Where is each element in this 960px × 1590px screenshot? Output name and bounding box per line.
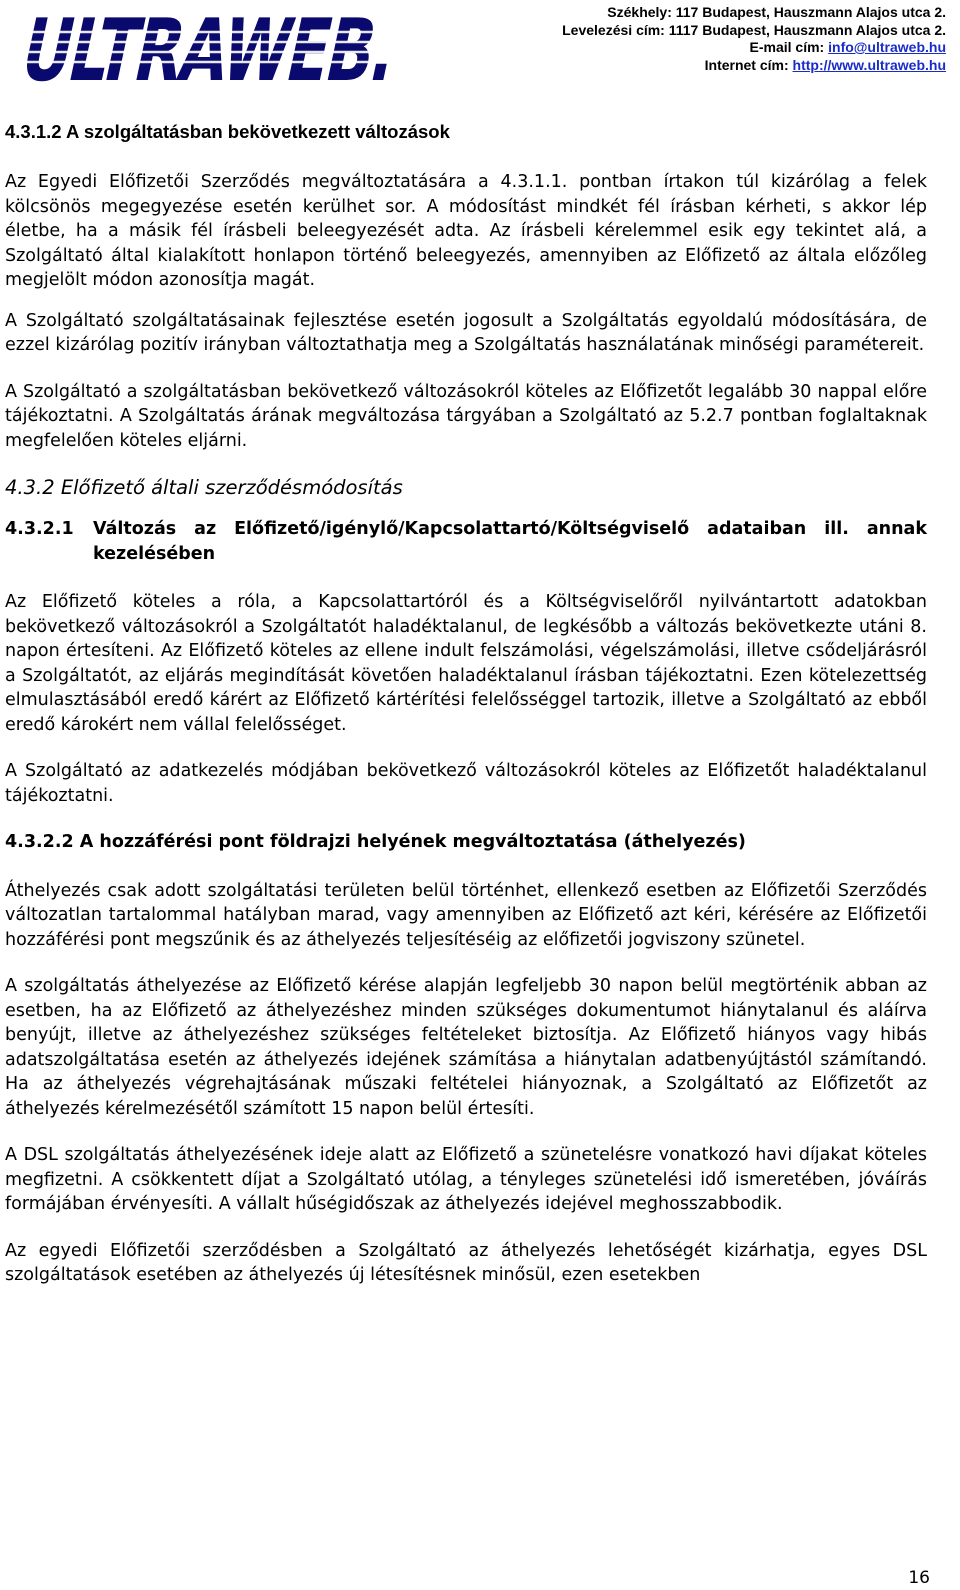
contact-block bbox=[562, 4, 946, 74]
svg-text:ULTRAWEB.: ULTRAWEB. bbox=[13, 0, 558, 101]
website-link[interactable]: http://www.ultraweb.hu bbox=[792, 56, 946, 73]
paragraph: A szolgáltatás áthelyezése az Előfizető kérése alapján legfeljebb 30 napon belül megtörténik abban az esetben, ha az Előfizető az áthelyezéshez minden szükséges dokumentumot hiánytalanul és aláírva benyújt, illetve az áthelyezéshez szükséges feltételeket biztosítja. Az Előfizető hiányos vagy hibás adatszolgáltatása esetén az áthelyezés idejének számítása a hiánytalan adatbenyújtástól számítandó. Ha az áthelyezés végrehajtásának műszaki feltételei hiányoznak, a Szolgáltató az Előfizetőt az áthelyezés kérelmezésétől számított 15 napon belül értesíti. bbox=[5, 976, 927, 1119]
contact-email-row bbox=[562, 39, 946, 57]
email-link[interactable]: info@ultraweb.hu bbox=[828, 39, 946, 55]
paragraph: A DSL szolgáltatás áthelyezésének ideje alatt az Előfizető a szünetelésre vonatkozó havi díjakat köteles megfizetni. A csökkentett díjat a Szolgáltató utólag, a tényleges szünetelési idő ismeretében, jóváírás formájában érvényesíti. A vállalt hűségidőszak az áthelyezés idejével meghosszabbodik. bbox=[5, 1145, 927, 1214]
contact-mailing-address: Levelezési cím: 1117 Budapest, Hauszmann Alajos utca 2. bbox=[562, 21, 946, 38]
section-title: Változás az Előfizető/igénylő/Kapcsolattartó/Költségviselő adataiban ill. annak kezelésében bbox=[93, 519, 927, 564]
paragraph: Az egyedi Előfizetői szerződésben a Szolgáltató az áthelyezés lehetőségét kizárhatja, egyes DSL szolgáltatások esetében az áthelyezés új létesítésnek minősül, ezen esetekben bbox=[5, 1240, 927, 1285]
section-number: 4.3.2.1 bbox=[5, 519, 74, 539]
paragraph: A Szolgáltató az adatkezelés módjában bekövetkező változásokról köteles az Előfizetőt haladéktalanul tájékoztatni. bbox=[5, 761, 927, 806]
contact-seat: Székhely: 117 Budapest, Hauszmann Alajos utca 2. bbox=[607, 4, 946, 20]
paragraph: A Szolgáltató a szolgáltatásban bekövetkező változásokról köteles az Előfizetőt legalább 30 nappal előre tájékoztatni. A Szolgáltatás árának megváltozása tárgyában a Szolgáltató az 5.2.7 pontban foglaltaknak megfelelően köteles eljárni. bbox=[5, 381, 927, 451]
paragraph: Az Előfizető köteles a róla, a Kapcsolattartóról és a Költségviselőről nyilvántartott adatokban bekövetkező változásokról a Szolgáltatót haladéktalanul, de legkésőbb a változás bekövetkezte utáni 8. napon értesíteni. Az Előfizető köteles az ellene indult felszámolási, végelszámolási, illetve csődeljárásról a Szolgáltatót, az eljárás megindítását követően haladéktalanul írásban tájékoztatni. Ezen kötelezettség elmulasztásából eredő kárért az Előfizető kártérítési felelősséggel tartozik, illetve a Szolgáltató az ebből eredő károkért nem vállal felelősséget. bbox=[5, 592, 927, 735]
paragraph: Az Egyedi Előfizetői Szerződés megváltoztatására a 4.3.1.1. pontban írtakon túl kizárólag a felek kölcsönös megegyezése esetén kerülhet sor. A módosítást mindkét fél írásban kérheti, s akkor lép életbe, ha a másik fél írásbeli beleegyezését adta. Az írásbeli kérelemmel esik egy tekintet alá, a Szolgáltató által kialakított honlapon történő beleegyezés, amennyiben az Előfizető az általa előzőleg megjelölt módon azonosítja magát. bbox=[5, 172, 927, 290]
ultraweb-logo bbox=[8, 0, 558, 101]
page-number: 16 bbox=[908, 1568, 930, 1588]
contact-web-row bbox=[562, 57, 946, 75]
email-label: E-mail cím: bbox=[749, 39, 829, 55]
paragraph: Áthelyezés csak adott szolgáltatási területen belül történhet, ellenkező esetben az Előfizetői Szerződés változatlan tartalommal hatályban marad, vagy amennyiben az Előfizető azt kéri, kérésére az Előfizetői hozzáférési pont megszűnik és az áthelyezés teljesítéséig az előfizetői jogviszony szünetel. bbox=[5, 880, 927, 950]
section-heading-4-3-2: 4.3.2 Előfizető általi szerződésmódosítás bbox=[5, 476, 403, 499]
section-heading-4-3-2-2: 4.3.2.2 A hozzáférési pont földrajzi helyének megváltoztatása (áthelyezés) bbox=[5, 832, 746, 852]
section-heading-4-3-2-1 bbox=[5, 517, 927, 566]
web-label: Internet cím: bbox=[704, 56, 793, 73]
paragraph: A Szolgáltató szolgáltatásainak fejlesztése esetén jogosult a Szolgáltatás egyoldalú módosítására, de ezzel kizárólag pozitív irányban változtathatja meg a Szolgáltatás használatának minőségi paramétereit. bbox=[5, 310, 927, 355]
section-heading-4-3-1-2: 4.3.1.2 A szolgáltatásban bekövetkezett változások bbox=[5, 121, 450, 142]
page-header bbox=[0, 0, 960, 100]
document-body bbox=[5, 120, 927, 1310]
